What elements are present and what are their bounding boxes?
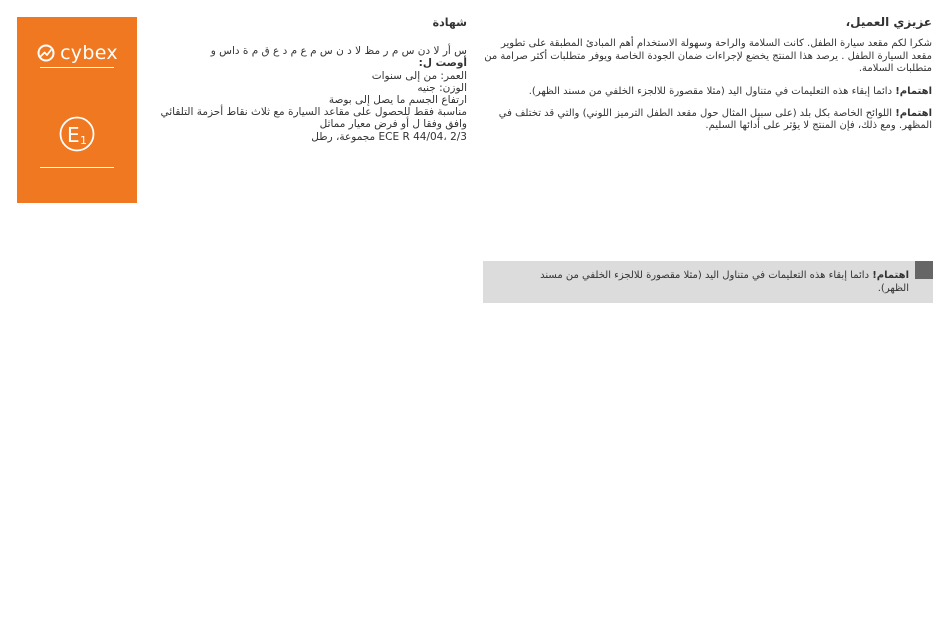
attention-text: دائما إبقاء هذه التعليمات في متناول اليد (مثلا مقصورة للالجزء الخلفي من مسند الظهر). — [528, 85, 896, 97]
cybex-emblem-icon — [36, 43, 56, 63]
suitable-line: مناسبة فقط للحصول على مقاعد السيارة مع ثلاث نقاط أحزمة التلقائي — [160, 106, 467, 119]
letter-paragraph-attention-2 — [484, 108, 932, 133]
warning-message: دائما إبقاء هذه التعليمات في متناول اليد (مثلا مقصورة للالجزء الخلفي من مسند الظهر). — [540, 270, 909, 294]
warning-box — [483, 261, 933, 303]
letter-paragraph-attention-1 — [484, 86, 932, 98]
panel-divider-top — [40, 67, 114, 68]
weight-line: الوزن: جنيه — [417, 81, 467, 94]
recommended-label: أوصت ل: — [418, 57, 467, 70]
certificate-section — [150, 17, 467, 143]
cybex-logo — [17, 41, 137, 65]
attention-label: اهتمام! — [895, 108, 932, 120]
warning-label: اهتمام! — [872, 270, 909, 281]
brand-panel — [17, 17, 137, 203]
warning-marker — [915, 261, 933, 279]
approval-mark-letter: E — [67, 123, 80, 147]
attention-text: اللوائح الخاصة بكل بلد (على سبيل المثال حول مقعد الطفل الترميز اللوني) والتي قد تختلف في المظهر. ومع ذلك، فإن المنتج لا يؤثر على أدائها السليم. — [498, 108, 932, 132]
warning-text — [529, 269, 909, 295]
logo-text: cybex — [60, 42, 118, 64]
customer-letter — [484, 16, 932, 143]
approval-mark-number: 1 — [80, 134, 87, 147]
standard-line: ECE R 44/04، 2/3 مجموعة، رطل — [311, 130, 467, 143]
e1-approval-mark-icon — [58, 115, 96, 153]
attention-label: اهتمام! — [895, 85, 932, 97]
approved-line: وافق وفقا ل أو فرض معيار مماثل — [319, 118, 467, 131]
certificate-intro: س أر لا دن س م ر مظ لا د ن س م ع م د ع ق م ة داس و — [210, 45, 467, 58]
letter-paragraph-intro: شكرا لكم مقعد سيارة الطفل. كانت السلامة والراحة وسهولة الاستخدام أهم المبادئ المطبقة على تطوير مقعد السيارة الطفل . يرصد هذا المنتج يخضع لإجراءات ضمان الجودة الخاصة ويوفر متطلبات أكثر صرامة من متطلبات السلامة. — [484, 38, 932, 75]
height-line: ارتفاع الجسم ما يصل إلى بوصة — [328, 94, 467, 107]
letter-heading: عزيزي العميل، — [845, 15, 932, 29]
panel-divider-bottom — [40, 167, 114, 168]
certificate-title: شهادة — [432, 16, 467, 29]
age-line: العمر: من إلى سنوات — [371, 69, 467, 82]
